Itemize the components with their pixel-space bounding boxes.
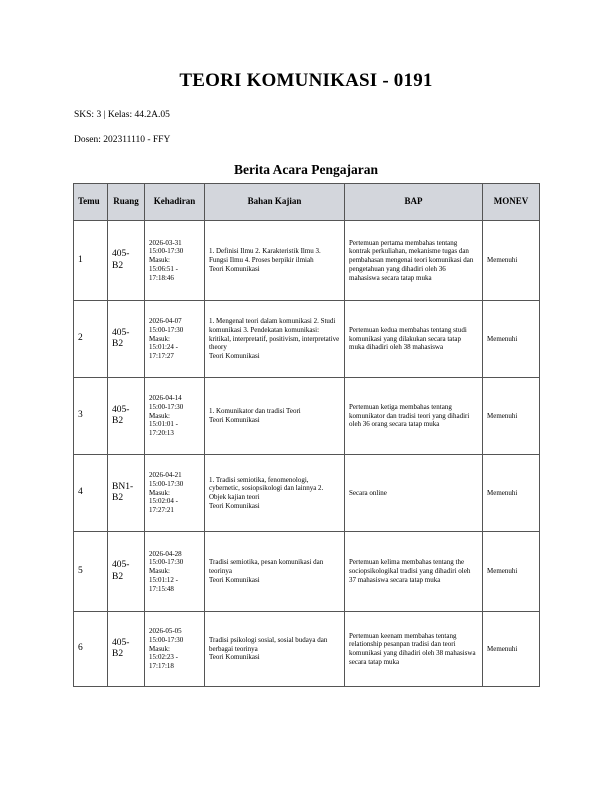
- temu-cell: 5: [74, 532, 108, 612]
- kehadiran-line: 2026-04-21: [149, 471, 182, 480]
- sks-kelas-info: SKS: 3 | Kelas: 44.2A.05: [74, 110, 170, 120]
- kehadiran-line: Masuk:: [149, 334, 170, 343]
- kehadiran-line: 2026-04-14: [149, 394, 182, 403]
- bap-table-body: [74, 221, 540, 687]
- document-title: TEORI KOMUNIKASI - 0191: [179, 70, 433, 91]
- table-row: [74, 378, 540, 455]
- kehadiran-line: 2026-04-07: [149, 317, 182, 326]
- bahan-line: 1. Definisi Ilmu 2. Karakteristik Ilmu 3. Fungsi Ilmu 4. Proses berpikir ilmiah: [209, 247, 321, 265]
- bahan-line: Teori Komunikasi: [209, 653, 260, 662]
- kehadiran-line: 2026-03-31: [149, 238, 182, 247]
- bahan-line: Tradisi psikologi sosial, sosial budaya dan berbagai teorinya: [209, 635, 328, 653]
- ruang-line: 405-: [112, 327, 130, 338]
- bahan-line: Tradisi semiotika, pesan komunikasi dan teorinya: [209, 558, 324, 576]
- ruang-line: B2: [112, 571, 124, 582]
- bahan-line: Teori Komunikasi: [209, 264, 260, 273]
- header-monev: MONEV: [483, 184, 540, 221]
- kehadiran-line: Masuk:: [149, 488, 170, 497]
- kehadiran-line: Masuk:: [149, 411, 170, 420]
- ruang-line: B2: [112, 260, 124, 271]
- bahan-line: Teori Komunikasi: [209, 352, 260, 361]
- kehadiran-line: 15:06:51 -: [149, 264, 178, 273]
- bap-cell: Pertemuan kedua membahas tentang studi komunikasi yang dilakukan secara tatap muka dihadiri oleh 38 mahasiswa: [345, 301, 483, 378]
- bahan-kajian-cell: [205, 378, 345, 455]
- bahan-line: Teori Komunikasi: [209, 416, 260, 424]
- header-ruang: Ruang: [108, 184, 145, 221]
- ruang-cell: [108, 378, 145, 455]
- bap-cell: Pertemuan pertama membahas tentang kontrak perkuliahan, mekanisme tugas dan pembahasan mengenai teori komunikasi dan pengetahuan yang dihadiri oleh 36 mahasiswa secara tatap muka: [345, 221, 483, 301]
- kehadiran-cell: [145, 612, 205, 687]
- bahan-line: Teori Komunikasi: [209, 575, 260, 584]
- bahan-kajian-cell: [205, 612, 345, 687]
- temu-cell: 6: [74, 612, 108, 687]
- monev-cell: Memenuhi: [483, 301, 540, 378]
- kehadiran-line: 15:01:24 -: [149, 343, 178, 352]
- monev-cell: Memenuhi: [483, 532, 540, 612]
- table-row: [74, 532, 540, 612]
- ruang-cell: [108, 301, 145, 378]
- bap-cell: Secara online: [345, 455, 483, 532]
- monev-cell: Memenuhi: [483, 378, 540, 455]
- kehadiran-line: 15:01:01 -: [149, 420, 178, 429]
- kehadiran-line: 15:00-17:30: [149, 402, 184, 411]
- ruang-line: B2: [112, 493, 124, 503]
- bap-cell: Pertemuan kelima membahas tentang the sociopsikologikal tradisi yang dihadiri oleh 37 mahasiswa secara tatap muka: [345, 532, 483, 612]
- table-row: [74, 221, 540, 301]
- kehadiran-line: 2026-04-28: [149, 549, 182, 558]
- ruang-line: 405-: [112, 404, 130, 415]
- kehadiran-line: 17:15:48: [149, 584, 174, 593]
- ruang-line: BN1-: [112, 481, 134, 492]
- kehadiran-line: 15:02:04 -: [149, 497, 178, 506]
- monev-cell: Memenuhi: [483, 221, 540, 301]
- table-row: [74, 455, 540, 532]
- ruang-line: B2: [112, 339, 124, 349]
- table-header-row: [74, 184, 540, 221]
- kehadiran-line: 17:17:27: [149, 352, 174, 361]
- bahan-kajian-cell: [205, 532, 345, 612]
- ruang-line: B2: [112, 649, 124, 659]
- kehadiran-cell: [145, 301, 205, 378]
- kehadiran-line: 15:01:12 -: [149, 575, 178, 584]
- kehadiran-cell: [145, 221, 205, 301]
- monev-cell: Memenuhi: [483, 612, 540, 687]
- header-temu: Temu: [74, 184, 108, 221]
- monev-cell: Memenuhi: [483, 455, 540, 532]
- ruang-cell: [108, 221, 145, 301]
- kehadiran-line: 15:00-17:30: [149, 635, 184, 644]
- kehadiran-cell: [145, 455, 205, 532]
- table-row: [74, 612, 540, 687]
- kehadiran-cell: [145, 378, 205, 455]
- kehadiran-line: 17:17:18: [149, 662, 174, 671]
- bahan-line: 1. Mengenal teori dalam komunikasi 2. Studi komunikasi 3. Pendekatan komunikasi: kritikal, interpretatif, positivism, interpretative theory: [209, 317, 340, 352]
- header-bap: BAP: [345, 184, 483, 221]
- temu-cell: 1: [74, 221, 108, 301]
- kehadiran-line: 15:02:23 -: [149, 653, 178, 662]
- bap-table: [73, 183, 540, 687]
- ruang-cell: [108, 612, 145, 687]
- bap-cell: Pertemuan keenam membahas tentang relationship pesanpan tradisi dan teori komunikasi yang dihadiri oleh 38 mahasiswa secara tatap muka: [345, 612, 483, 687]
- temu-cell: 3: [74, 378, 108, 455]
- ruang-line: 405-: [112, 249, 130, 260]
- ruang-line: B2: [112, 416, 124, 426]
- dosen-info: Dosen: 202311110 - FFY: [74, 135, 171, 145]
- bahan-line: Teori Komunikasi: [209, 501, 260, 510]
- kehadiran-line: 17:18:46: [149, 273, 174, 282]
- ruang-line: 405-: [112, 637, 130, 648]
- bahan-kajian-cell: [205, 221, 345, 301]
- ruang-line: 405-: [112, 560, 130, 571]
- kehadiran-line: 2026-05-05: [149, 627, 182, 636]
- ruang-cell: [108, 455, 145, 532]
- kehadiran-line: 15:00-17:30: [149, 558, 184, 567]
- bap-cell: Pertemuan ketiga membahas tentang komunikator dan tradisi teori yang dihadiri oleh 36 orang secara tatap muka: [345, 378, 483, 455]
- kehadiran-line: 15:00-17:30: [149, 247, 184, 256]
- kehadiran-line: 17:20:13: [149, 429, 174, 438]
- kehadiran-line: Masuk:: [149, 256, 170, 265]
- header-bahan-kajian: Bahan Kajian: [205, 184, 345, 221]
- kehadiran-line: 17:27:21: [149, 506, 174, 515]
- bahan-kajian-cell: [205, 455, 345, 532]
- section-subtitle: Berita Acara Pengajaran: [234, 162, 378, 177]
- table-row: [74, 301, 540, 378]
- header-kehadiran: Kehadiran: [145, 184, 205, 221]
- kehadiran-line: Masuk:: [149, 567, 170, 576]
- kehadiran-line: Masuk:: [149, 644, 170, 653]
- kehadiran-cell: [145, 532, 205, 612]
- bahan-line: 1. Tradisi semiotika, fenomenologi, cybernetic, sosiopsikologi dan lainnya 2. Objek kajian teori: [209, 475, 324, 501]
- temu-cell: 2: [74, 301, 108, 378]
- ruang-cell: [108, 532, 145, 612]
- temu-cell: 4: [74, 455, 108, 532]
- bahan-line: 1. Komunikator dan tradisi Teori: [209, 407, 301, 416]
- kehadiran-line: 15:00-17:30: [149, 479, 184, 488]
- kehadiran-line: 15:00-17:30: [149, 325, 184, 334]
- bahan-kajian-cell: [205, 301, 345, 378]
